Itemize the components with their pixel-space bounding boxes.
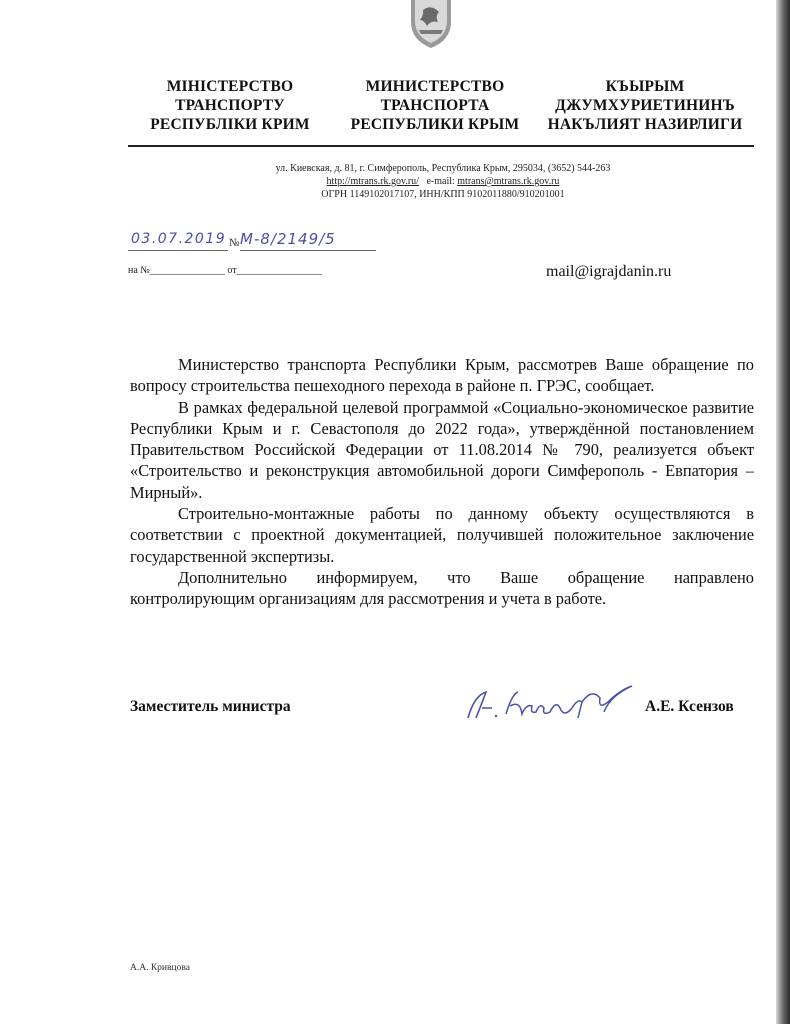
scan-edge-shadow	[776, 0, 790, 1024]
body-paragraph: Строительно-монтажные работы по данному объекту осуществляются в соответствии с проектной документацией, получившей положительное заключение государственной экспертизы.	[130, 504, 754, 566]
email-link[interactable]: mtrans@mtrans.rk.gov.ru	[457, 176, 560, 187]
ministry-name-russian: МИНИСТЕРСТВО ТРАНСПОРТА РЕСПУБЛИКИ КРЫМ	[350, 78, 520, 133]
date-underline	[128, 250, 228, 251]
address: ул. Киевская, д. 81, г. Симферополь, Республика Крым, 295034, (3652) 544-263	[275, 163, 611, 174]
recipient-email: mail@igrajdanin.ru	[546, 263, 672, 280]
registry-numbers: ОГРН 1149102017107, ИНН/КПП 9102011880/910201001	[321, 189, 565, 200]
executor-name: А.А. Кривцова	[130, 963, 190, 973]
email-label: e-mail:	[426, 176, 455, 187]
website-link[interactable]: http://mtrans.rk.gov.ru/	[326, 176, 419, 187]
letterhead-divider	[128, 145, 754, 147]
handwritten-signature	[460, 678, 645, 728]
ministry-name-crimean-tatar: КЪЫРЫМ ДЖУМХУРИЕТИНИНЪ НАКЪЛИЯТ НАЗИРЛИГИ	[547, 78, 743, 133]
number-label: №	[229, 237, 240, 249]
outgoing-number: М-8/2149/5	[240, 230, 336, 248]
incoming-reference: на №_______________ от_________________	[128, 265, 322, 276]
body-paragraph: Министерство транспорта Республики Крым, рассмотрев Ваше обращение по вопросу строительства пешеходного перехода в районе п. ГРЭС, сообщает.	[130, 355, 754, 396]
number-underline	[240, 250, 376, 251]
contact-block	[130, 162, 756, 201]
body-paragraph: Дополнительно информируем, что Ваше обращение направлено контролирующим организациям для рассмотрения и учета в работе.	[130, 567, 754, 609]
letter-body	[130, 354, 754, 610]
signatory-title: Заместитель министра	[130, 698, 291, 715]
letterhead	[0, 77, 790, 137]
crimea-coat-of-arms-icon	[405, 0, 457, 48]
signatory-name: А.Е. Ксензов	[645, 698, 734, 715]
body-paragraph: В рамках федеральной целевой программой «Социально-экономическое развитие Республики Крым и г. Севастополя до 2022 года», утверждённой постановлением Правительством Российской Федерации от 11.08.2014 № 790, реализуется объект «Строительство и реконструкция автомобильной дороги Симферополь - Евпатория – Мирный».	[130, 397, 754, 502]
ministry-name-ukrainian: МІНІСТЕРСТВО ТРАНСПОРТУ РЕСПУБЛІКИ КРИМ	[150, 78, 310, 133]
outgoing-date: 03.07.2019	[131, 231, 227, 247]
